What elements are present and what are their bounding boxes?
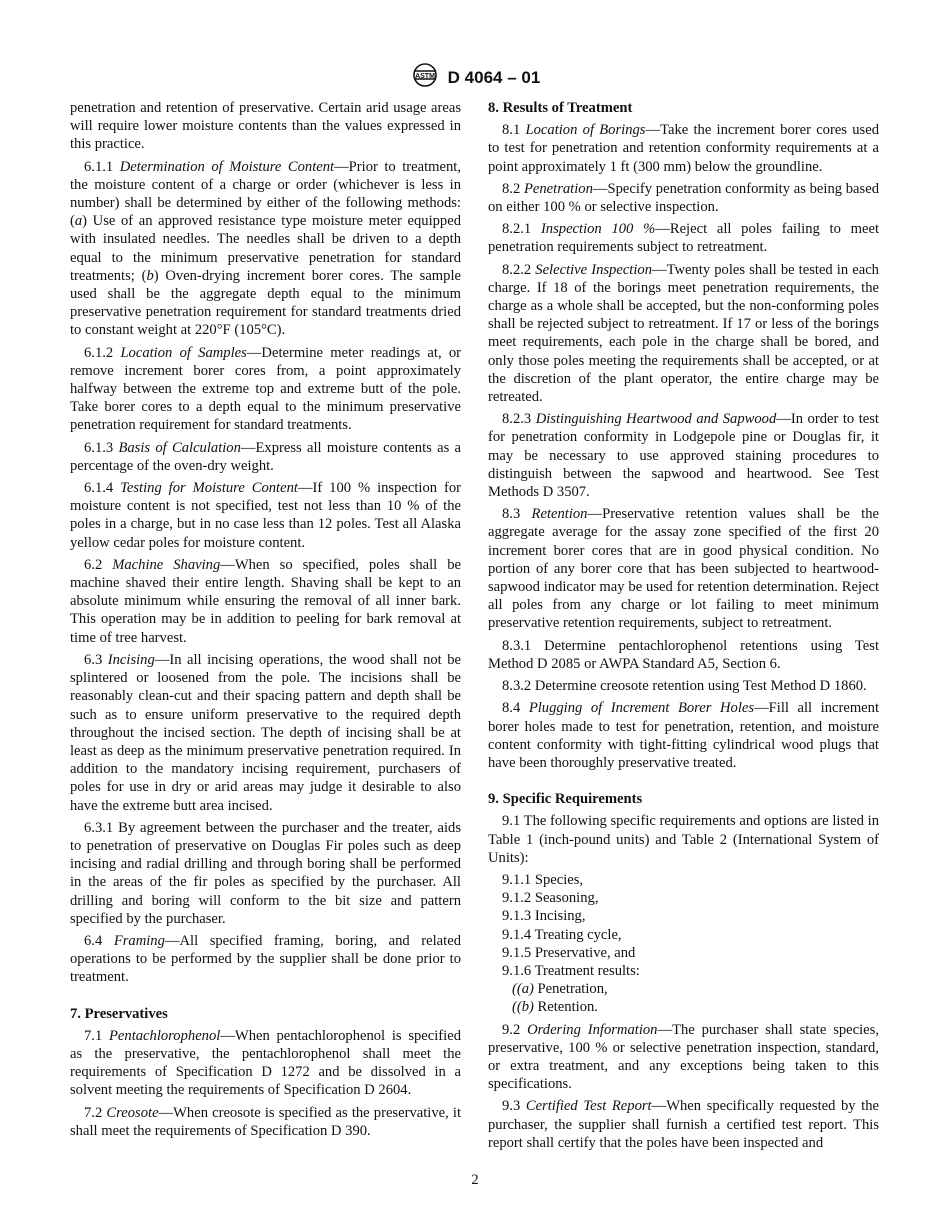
sub-list-item: ((b) Retention. [512, 999, 598, 1016]
section-7-1: 7.1 Pentachlorophenol—When pentachlorophenol is specified as the preservative, the pentachlorophenol shall meet the requirements of Specification D 1272 and be dissolved in a solvent meeting the requirements of Specification D 2604. [70, 1027, 461, 1099]
list-item: 9.1.5 Preservative, and [502, 944, 636, 961]
astm-logo-icon [410, 62, 440, 93]
sub-list-item: ((a) Penetration, [512, 981, 608, 998]
standard-designation: D 4064 – 01 [447, 67, 541, 87]
section-6-1-4: 6.1.4 Testing for Moisture Content—If 100 % inspection for moisture content is not specified, test not less than 10 % of the poles in a charge, but in no case less than 12 poles. Test all Alaska yellow cedar poles for moisture content. [70, 480, 461, 551]
section-8-3: 8.3 Retention—Preservative retention values shall be the aggregate average for the assay zone specified of the first 20 increment borer cores that are in good physical condition. No portion of any borer core that has been subjected to heartwood-sapwood indicator may be used for retention determination. Reject all poles from any charge or lot failing to meet minimum preservative retention requirements, subject to retreatment. [488, 506, 879, 632]
section-8-2-2: 8.2.2 Selective Inspection—Twenty poles shall be tested in each charge. If 18 of the borings meet penetration requirements, the charge as a whole shall be accepted, but the non-conforming poles shall be rejected subject to retreatment. If 17 or less of the borings meet requirements, each pole in the charge shall be bored, and only those poles meeting the requirements shall be accepted, or at the discretion of the plant operator, the entire charge may be retreated. [488, 261, 879, 406]
section-6-1-1: 6.1.1 Determination of Moisture Content—Prior to treatment, the moisture content of a charge or order (whichever is less in number) shall be determined by either of the following methods: (a) Use of an approved resistance type moisture meter equipped with insulated needles. The needles shall be driven to a depth equal to the minimum preservative penetration for standard treatments; (b) Oven-drying increment borer cores. The sample used shall be the aggregate depth equal to the minimum preservative penetration requirement for standard treatments dried to constant weight at 220°F (105°C). [70, 158, 461, 339]
list-item: 9.1.1 Species, [502, 871, 584, 888]
section-9-1: 9.1 The following specific requirements and options are listed in Table 1 (inch-pound units) and Table 2 (International System of Units): [488, 813, 879, 866]
section-8-3-1: 8.3.1 Determine pentachlorophenol retentions using Test Method D 2085 or AWPA Standard A5, Section 6. [488, 637, 879, 672]
section-9-2: 9.2 Ordering Information—The purchaser shall state species, preservative, 100 % or selective penetration inspection, standard, or extra treatment, and any exceptions being taken to this specifications. [488, 1021, 879, 1093]
section-9-heading: 9. Specific Requirements [488, 791, 643, 808]
page-number: 2 [471, 1172, 479, 1188]
list-item: 9.1.4 Treating cycle, [502, 926, 622, 943]
list-item: 9.1.2 Seasoning, [502, 890, 599, 907]
section-8-1: 8.1 Location of Borings—Take the increment borer cores used to test for penetration and retention conformity requirements at a point approximately 1 ft (300 mm) below the groundline. [488, 122, 879, 175]
section-6-1-3: 6.1.3 Basis of Calculation—Express all moisture contents as a percentage of the oven-dry weight. [70, 439, 461, 474]
section-6-3-1: 6.3.1 By agreement between the purchaser and the treater, aids to penetration of preservative on Douglas Fir poles such as deep incising and radial drilling and through boring shall be performed in the areas of the fir poles as specified by the purchaser. All drilling and boring will conform to the bit size and pattern specified by the purchaser. [70, 819, 461, 927]
svg-text:ASTM: ASTM [414, 73, 435, 80]
section-6-3: 6.3 Incising—In all incising operations, the wood shall not be splintered or loosened from the pole. The incisions shall be reasonably clean-cut and their spacing pattern and depth shall be such as to ensure uniform preservative to the required depth throughout the incised section. The depth of incising shall be at least as deep as the minimum preservative penetration required. In addition to the mandatory incising requirement, purchasers of poles for use in dry or arid areas may judge it desirable to also have the extreme butt area incised. [70, 651, 461, 814]
section-6-1-2: 6.1.2 Location of Samples—Determine meter readings at, or remove increment borer cores from, a point approximately halfway between the extreme top and extreme butt of the pole. Take borer cores to a depth equal to the minimum preservative penetration requirement for standard treatments. [70, 344, 461, 434]
list-item: 9.1.6 Treatment results: [502, 962, 640, 979]
section-8-heading: 8. Results of Treatment [488, 100, 633, 116]
section-8-4: 8.4 Plugging of Increment Borer Holes—Fill all increment borer holes made to test for penetration, retention, and moisture content conformity with tight-fitting cylindrical wood plugs that have been thoroughly preservative treated. [488, 700, 879, 771]
paragraph: penetration and retention of preservative. Certain arid usage areas will require lower moisture contents than the values expressed in this practice. [70, 100, 461, 153]
page-header [0, 62, 950, 93]
left-column [70, 99, 461, 1144]
right-column [488, 99, 879, 1156]
section-6-2: 6.2 Machine Shaving—When so specified, poles shall be machine shaved their entire length. Shaving shall be kept to an absolute minimum while ensuring the removal of all inner bark. This operation may be in addition to peeling for bark removal at time of tree harvest. [70, 556, 461, 646]
section-7-heading: 7. Preservatives [70, 1005, 168, 1022]
section-6-4: 6.4 Framing—All specified framing, boring, and related operations to be performed by the supplier shall be done prior to treatment. [70, 932, 461, 986]
list-item: 9.1.3 Incising, [502, 908, 586, 925]
section-7-2: 7.2 Creosote—When creosote is specified as the preservative, it shall meet the requirements of Specification D 390. [70, 1104, 461, 1139]
section-8-2-1: 8.2.1 Inspection 100 %—Reject all poles failing to meet penetration requirements subject to retreatment. [488, 221, 879, 256]
section-8-3-2: 8.3.2 Determine creosote retention using Test Method D 1860. [502, 678, 867, 695]
section-9-3: 9.3 Certified Test Report—When specifically requested by the purchaser, the supplier shall furnish a certified test report. This report shall certify that the poles have been inspected and [488, 1098, 879, 1151]
section-8-2-3: 8.2.3 Distinguishing Heartwood and Sapwood—In order to test for penetration conformity in Lodgepole pine or Douglas fir, it may be necessary to use approved staining procedures to distinguish between the sapwood and heartwood. See Test Methods D 3507. [488, 411, 879, 501]
section-8-2: 8.2 Penetration—Specify penetration conformity as being based on either 100 % or selective inspection. [488, 180, 879, 216]
